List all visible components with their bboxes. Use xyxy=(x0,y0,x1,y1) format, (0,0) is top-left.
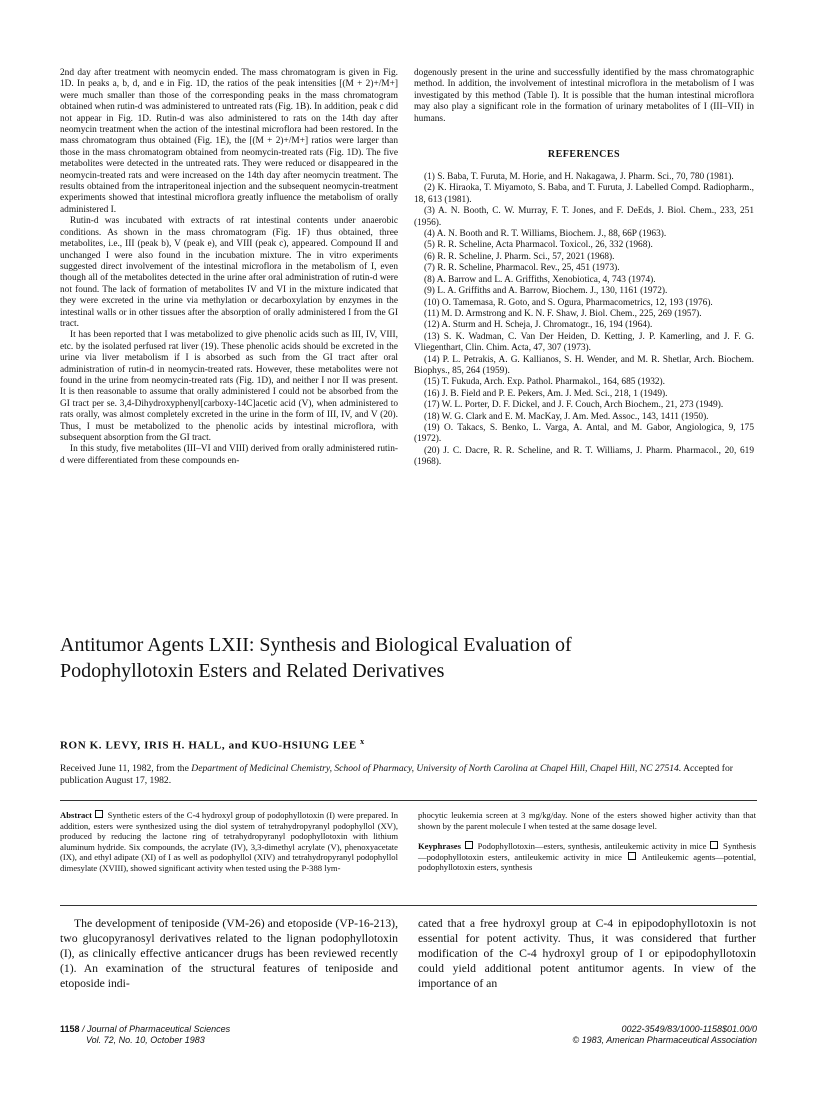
references-heading: REFERENCES xyxy=(547,149,621,161)
box-bullet-icon xyxy=(710,841,718,849)
reference-list xyxy=(414,172,754,469)
reference-item: (13) S. K. Wadman, C. Van Der Heiden, D. Ketting, J. P. Kamerling, and J. F. G. Vliegenthart, Clin. Chim. Acta, 47, 307 (1973). xyxy=(414,331,754,354)
body-paragraph: 2nd day after treatment with neomycin ended. The mass chromatogram is given in Fig. 1D. In peaks a, b, d, and e in Fig. 1D, the ratios of the peak intensities [(M + 2)+/M+] were much smaller than those of the corresponding peaks in the mass chromatogram obtained when rutin-d was administered to untreated rats (Fig. 1B). In addition, peak c did not appear in Fig. 1D. Rutin-d was also administered to rats on the 14th day after neomycin treatment when the action of the intestinal microflora had been restored. In the mass chromatogram thus obtained (Fig. 1E), the [(M + 2)+/M+] ratios were larger than those in the mass chromatogram obtained from neomycin-treated rats (Fig. 1D). The five metabolites were detected in the untreated rats. They were reduced or disappeared in the neomycin-treated rats and were increased on the 14th day after neomycin treatment. The results obtained from the intraperitoneal injection and the subsequent neomycin-treatment experiments showed that intestinal microflora greatly influence the metabolism of orally administered I. xyxy=(60,68,398,215)
reference-item: (6) R. R. Scheline, J. Pharm. Sci., 57, 2021 (1968). xyxy=(424,251,615,262)
abstract-text: Synthetic esters of the C-4 hydroxyl group of podophyllotoxin (I) were prepared. In addition, esters were synthesized using the diol system of tetrahydropyranyl podophyllol (XV), produced by reducing the lactone ring of tetrahydropyranyl podophyllotoxin with lithium aluminum hydride. Six compounds, the acrylate (IV), 3,3-dimethyl acrylate (V), phenoxyacetate (IX), and ethyl adipate (XI) of I as well as podophyllol (XIV) and tetrahydropyranyl podophyllol dimesylate (XVIII), showed significant activity when tested using the P-388 lym- xyxy=(60,810,398,873)
article-code: 0022-3549/83/1000-1158$01.00/0 xyxy=(621,1024,757,1034)
reference-item: (14) P. L. Petrakis, A. G. Kallianos, S. H. Wender, and M. R. Shetlar, Arch. Biochem. Biophys., 85, 264 (1959). xyxy=(414,354,754,376)
abstract-top-rule xyxy=(60,800,757,801)
keyphrases xyxy=(418,841,756,873)
authors-text: RON K. LEVY, IRIS H. HALL, and KUO-HSIUNG LEE xyxy=(60,739,357,752)
reference-item: (4) A. N. Booth and R. T. Williams, Biochem. J., 88, 66P (1963). xyxy=(424,229,667,240)
author-list xyxy=(60,737,365,752)
box-bullet-icon xyxy=(465,841,473,849)
received-date: Received June 11, 1982, from the xyxy=(60,763,189,774)
reference-item: (11) M. D. Armstrong and K. N. F. Shaw, J. Biol. Chem., 225, 269 (1957). xyxy=(424,308,702,319)
reference-item: (10) O. Tamemasa, R. Goto, and S. Ogura, Pharmacometrics, 12, 193 (1976). xyxy=(424,297,713,308)
reference-item: (7) R. R. Scheline, Pharmacol. Rev., 25, 451 (1973). xyxy=(424,263,620,274)
body-paragraph: In this study, five metabolites (III–VI and VIII) derived from orally administered rutin-d were differentiated from these compounds en- xyxy=(60,444,398,466)
reference-item: (12) A. Sturm and H. Scheja, J. Chromatogr., 16, 194 (1964). xyxy=(424,320,653,331)
reference-item: (5) R. R. Scheline, Acta Pharmacol. Toxicol., 26, 332 (1968). xyxy=(424,240,653,251)
body-paragraph: dogenously present in the urine and successfully identified by the mass chromatographic method. In addition, the involvement of intestinal microflora in the metabolism of I was investigated by this method (Table I). It is possible that the human intestinal microflora may also play a significant role in the formation of urinary metabolites of I (III–VII) in humans. xyxy=(414,68,754,124)
keyphrase: Synthesis—podophyllotoxin esters, antileukemic activity in mice xyxy=(418,841,756,862)
reference-item: (18) W. G. Clark and E. M. MacKay, J. Am. Med. Assoc., 143, 1411 (1950). xyxy=(424,411,709,422)
reference-item: (17) W. L. Porter, D. F. Dickel, and J. F. Couch, Arch Biochem., 21, 273 (1949). xyxy=(424,400,724,411)
page-number: 1158 xyxy=(60,1024,80,1034)
article-title: Antitumor Agents LXII: Synthesis and Biological Evaluation of Podophyllotoxin Esters and Related Derivatives xyxy=(60,634,572,682)
reference-item: (19) O. Takacs, S. Benko, L. Varga, A. Antal, and M. Gabor, Angiologica, 9, 175 (1972). xyxy=(414,422,754,445)
reference-item: (3) A. N. Booth, C. W. Murray, F. T. Jones, and F. DeEds, J. Biol. Chem., 233, 251 (1956). xyxy=(414,206,754,228)
keyphrases-label: Keyphrases xyxy=(418,841,461,852)
affiliation: Department of Medicinal Chemistry, School of Pharmacy, University of North Carolina at Chapel Hill, Chapel Hill, NC 27514. xyxy=(191,763,682,774)
reference-item: (15) T. Fukuda, Arch. Exp. Pathol. Pharmakol., 164, 685 (1932). xyxy=(424,377,666,388)
page-footer-right xyxy=(460,1024,757,1046)
reference-item: (2) K. Hiraoka, T. Miyamoto, S. Baba, and T. Furuta, J. Labelled Compd. Radiopharm., 18, 613 (1981). xyxy=(414,183,754,205)
body-paragraph: Rutin-d was incubated with extracts of rat intestinal contents under anaerobic conditions. As shown in the mass chromatogram (Fig. 1F) thus obtained, three metabolites, i.e., III (peak b), V (peak e), and VIII (peak c), appeared. Compound II and unchanged I were also found in the incubation mixture. The in vitro experiments suggested direct involvement of the intestinal microflora in the metabolism of I, even though all of the metabolites detected in the urine after oral administration of rutin-d were not found. The lack of formation of metabolites IV and VI in the mixture indicated that they were excreted in the urine via methylation or decarboxylation by enzymes in the intestinal walls or in other tissues after the absorption of orally administered I from the GI tract. xyxy=(60,216,398,329)
reference-item: (16) J. B. Field and P. E. Pekers, Am. J. Med. Sci., 218, 1 (1949). xyxy=(424,388,668,399)
keyphrase: Antileukemic agents—potential, podophyllotoxin esters, synthesis xyxy=(418,851,756,873)
previous-article-right-column xyxy=(414,68,754,469)
introduction-left: The development of teniposide (VM-26) and etoposide (VP-16-213), two glucopyranosyl derivatives related to the lignan podophyllotoxin (I), as clinically effective anticancer drugs has been reviewed recently (1). An examination of the structural features of teniposide and etoposide indi- xyxy=(60,917,398,990)
reference-item: (8) A. Barrow and L. A. Griffiths, Xenobiotica, 4, 743 (1974). xyxy=(424,274,656,285)
abstract-left xyxy=(60,810,398,874)
journal-name: / Journal of Pharmaceutical Sciences xyxy=(82,1024,231,1034)
abstract-label: Abstract xyxy=(60,810,92,820)
received-note xyxy=(60,763,760,787)
correspondence-mark: x xyxy=(360,737,365,746)
box-bullet-icon xyxy=(95,810,103,818)
body-paragraph: It has been reported that I was metabolized to give phenolic acids such as III, IV, VIII, etc. by the isolated perfused rat liver (19). These phenolic acids should be excreted in the urine via liver metabolism if I is absorbed as such from the GI tract after oral administration of rutin-d in neomycin-treated rats. However, these metabolites were not found in the urine from neomycin-treated rats (Fig. 1D), and neither I nor II was present. It is then reasonable to assume that orally administered I could not be absorbed from the GI tract per se. 3,4-Dihydroxyphenyl[carboxy-14C]acetic acid (V), when administered to rats orally, was almost completely excreted in the urine in the form of III, IV, and V (20). Thus, I must be metabolized to the phenolic acids by intestinal microflora, with subsequent absorption from the GI tract. xyxy=(60,330,398,443)
abstract-bottom-rule xyxy=(60,905,757,906)
abstract-right xyxy=(418,810,756,873)
previous-article-left-column xyxy=(60,68,398,467)
keyphrase: Podophyllotoxin—esters, synthesis, antileukemic activity in mice xyxy=(477,841,707,852)
abstract-continuation: phocytic leukemia screen at 3 mg/kg/day. None of the esters showed higher activity than that shown by the parent molecule I when tested at the same dosage level. xyxy=(418,810,756,831)
page-footer-left xyxy=(60,1024,230,1046)
introduction-right: cated that a free hydroxyl group at C-4 in epipodophyllotoxin is not essential for potent activity. Thus, it was considered that further modification of the C-4 hydroxyl group of I or epipodophyllotoxin could yield additional potent antitumor agents. In view of the importance of an xyxy=(418,917,756,990)
reference-item: (1) S. Baba, T. Furuta, M. Horie, and H. Nakagawa, J. Pharm. Sci., 70, 780 (1981). xyxy=(424,172,734,183)
copyright: © 1983, American Pharmaceutical Association xyxy=(572,1035,757,1045)
box-bullet-icon xyxy=(628,852,636,860)
reference-item: (9) L. A. Griffiths and A. Barrow, Biochem. J., 130, 1161 (1972). xyxy=(424,286,668,297)
accepted-date: Accepted for publication August 17, 1982. xyxy=(60,763,733,786)
reference-item: (20) J. C. Dacre, R. R. Scheline, and R. T. Williams, J. Pharm. Pharmacol., 20, 619 (1968). xyxy=(414,445,754,468)
volume-info: Vol. 72, No. 10, October 1983 xyxy=(86,1035,205,1045)
